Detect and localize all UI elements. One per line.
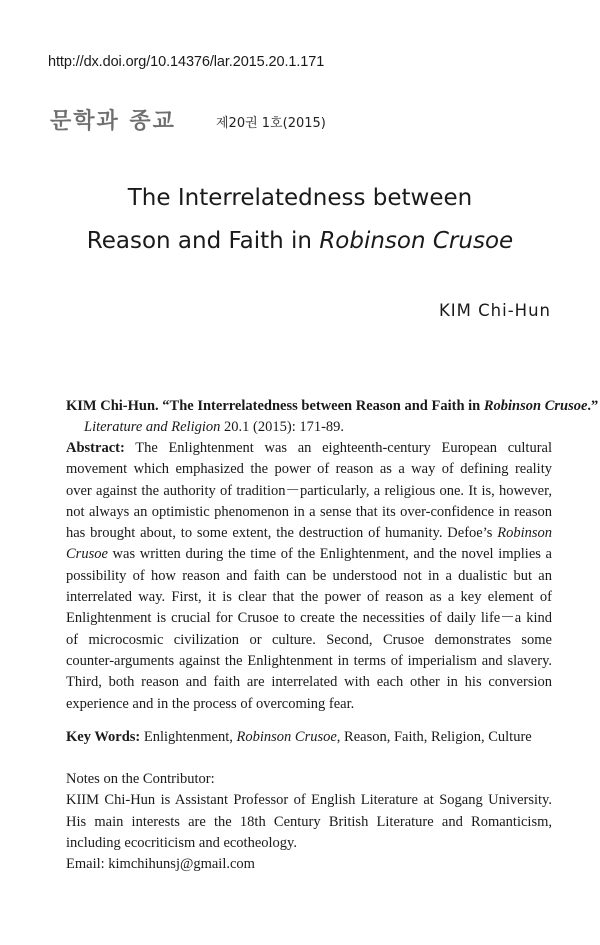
abstract-line: experience and in the process of overcoming fear. <box>66 695 355 712</box>
doi-link[interactable]: http://dx.doi.org/10.14376/lar.2015.20.1.171 <box>48 54 325 70</box>
author-email[interactable]: Email: kimchihunsj@gmail.com <box>66 856 255 873</box>
abstract-line: interrelated way. First, it is clear that the power of reason as a key element of <box>66 589 552 606</box>
keywords-label: Key Words: <box>66 729 141 745</box>
abstract-line: Enlightenment is crucial for Crusoe to create the necessities of daily life－a kind <box>66 610 552 627</box>
contributor-notes <box>66 769 552 875</box>
abstract-line: Third, both reason and faith are interrelated with each other in his conversion <box>66 674 552 691</box>
abstract-line: has brought about, to some extent, the destruction of humanity. Defoe’s Robinson <box>66 525 552 542</box>
paper-title-line-2 <box>0 228 600 254</box>
abstract-line: counter-arguments against the Enlightenment in terms of imperialism and slavery. <box>66 652 552 669</box>
journal-logo: 문학과 종교 <box>50 109 176 134</box>
citation <box>66 396 599 439</box>
citation-line-1 <box>66 396 599 417</box>
citation-title-prefix: “The Interrelatedness between Reason and Faith in <box>162 398 484 414</box>
citation-title-italic: Robinson Crusoe <box>483 398 588 414</box>
paper-title-italic: Robinson Crusoe <box>319 228 514 254</box>
author-name: KIM Chi-Hun <box>438 301 551 320</box>
citation-title-suffix: .” <box>587 398 599 414</box>
notes-line: His main interests are the 18th Century British Literature and Romanticism, <box>66 813 552 830</box>
abstract <box>66 438 552 715</box>
abstract-label: Abstract: <box>66 440 125 456</box>
abstract-line: over against the authority of tradition－particularly, a religious one. It is, however, <box>66 482 552 499</box>
notes-line: including ecocriticism and ecotheology. <box>66 834 297 851</box>
notes-line: KIIM Chi-Hun is Assistant Professor of English Literature at Sogang University. <box>66 792 552 809</box>
abstract-line: of microcosmic civilization or culture. Second, Crusoe demonstrates some <box>66 631 552 648</box>
paper-title-prefix: Reason and Faith in <box>86 228 320 254</box>
notes-heading: Notes on the Contributor: <box>66 771 215 787</box>
abstract-line: Abstract: The Enlightenment was an eighteenth-century European cultural <box>66 440 552 456</box>
issue-number: 제20권 1호(2015) <box>216 116 326 131</box>
keywords: Key Words: Enlightenment, Robinson Crusoe, Reason, Faith, Religion, Culture <box>66 729 532 745</box>
abstract-line: not always an optimistic phenomenon in a sense that its over-confidence in reason <box>66 503 552 520</box>
citation-author: KIM Chi-Hun. <box>66 398 159 414</box>
abstract-line: possibility of how reason and faith can be understood not in a dualistic but an <box>66 567 552 584</box>
citation-details: 20.1 (2015): 171-89. <box>224 419 345 436</box>
abstract-line: movement which emphasized the power of reason as a way of defining reality <box>66 461 552 478</box>
paper-title-line-1: The Interrelatedness between <box>127 185 473 211</box>
citation-journal: Literature and Religion <box>84 419 221 436</box>
abstract-line: Crusoe was written during the time of the Enlightenment, and the novel implies a <box>66 546 552 563</box>
citation-line-2 <box>66 417 552 438</box>
